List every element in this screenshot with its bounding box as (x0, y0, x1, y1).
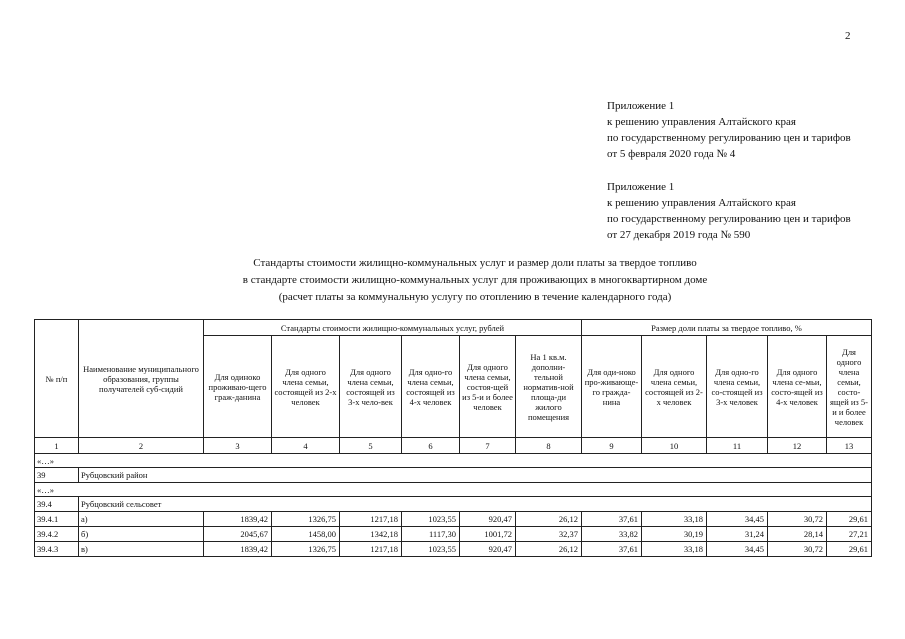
row-no: 39.4.2 (35, 527, 79, 542)
title-line: в стандарте стоимости жилищно-коммунальных услуг для проживающих в многоквартирном доме (242, 274, 708, 286)
cell-value: 31,24 (707, 527, 768, 542)
table-header-row (35, 320, 872, 336)
header-group-share: Размер доли платы за твердое топливо, % (582, 320, 872, 336)
cell-value: 26,12 (516, 512, 582, 527)
row-name: б) (79, 527, 204, 542)
title-line: (расчет платы за коммунальную услугу по отоплению в течение календарного года) (278, 291, 672, 303)
column-index: 12 (768, 438, 827, 454)
cell-value: 920,47 (460, 542, 516, 557)
column-index: 13 (827, 438, 872, 454)
appendix-block-1 (607, 98, 851, 162)
page-number: 2 (845, 30, 851, 42)
cell-value: 30,72 (768, 512, 827, 527)
document-title (180, 255, 770, 306)
header-standard-1: Для одиноко проживаю-щего граж-данина (204, 336, 272, 438)
column-index: 7 (460, 438, 516, 454)
appendix-line: по государственному регулированию цен и тарифов (607, 132, 851, 144)
row-no: 39.4.3 (35, 542, 79, 557)
appendix-line: от 5 февраля 2020 года № 4 (607, 148, 736, 160)
row-name: а) (79, 512, 204, 527)
header-name: Наименование муниципального образования, группы получателей суб-сидий (79, 320, 204, 438)
table-row (35, 454, 872, 468)
column-index: 9 (582, 438, 642, 454)
cell-value: 1839,42 (204, 542, 272, 557)
cell-value: 30,19 (642, 527, 707, 542)
cell-value: 26,12 (516, 542, 582, 557)
table-row (35, 483, 872, 497)
table-row (35, 497, 872, 512)
header-no: № п/п (35, 320, 79, 438)
header-share-3: Для одно-го члена семьи, со-стоящей из 3-х человек (707, 336, 768, 438)
cell-value: 34,45 (707, 512, 768, 527)
cell-value: 30,72 (768, 542, 827, 557)
column-index: 1 (35, 438, 79, 454)
column-index: 5 (340, 438, 402, 454)
cell-value: 37,61 (582, 542, 642, 557)
cell-value: 1839,42 (204, 512, 272, 527)
cell-value: 1342,18 (340, 527, 402, 542)
cell-value: 1326,75 (272, 542, 340, 557)
cell-value: 1023,55 (402, 512, 460, 527)
appendix-line: к решению управления Алтайского края (607, 197, 796, 209)
appendix-block-2 (607, 179, 851, 243)
cell-value: 1217,18 (340, 542, 402, 557)
table-row (35, 542, 872, 557)
appendix-line: по государственному регулированию цен и тарифов (607, 213, 851, 225)
table-row (35, 468, 872, 483)
header-standard-4: Для одно-го члена семьи, состоящей из 4-х человек (402, 336, 460, 438)
column-index: 8 (516, 438, 582, 454)
cell-value: 32,37 (516, 527, 582, 542)
appendix-title: Приложение 1 (607, 100, 675, 112)
header-standard-5: Для одного члена семьи, состоя-щей из 5-и и более человек (460, 336, 516, 438)
header-share-1: Для оди-ноко про-живающе-го гражда-нина (582, 336, 642, 438)
cell-value: 2045,67 (204, 527, 272, 542)
district-no: 39 (35, 468, 79, 483)
header-group-standards: Стандарты стоимости жилищно-коммунальных услуг, рублей (204, 320, 582, 336)
column-index-row (35, 438, 872, 454)
cell-value: 920,47 (460, 512, 516, 527)
cell-value: 33,82 (582, 527, 642, 542)
table-row (35, 527, 872, 542)
cell-value: 33,18 (642, 542, 707, 557)
cell-value: 1217,18 (340, 512, 402, 527)
column-index: 4 (272, 438, 340, 454)
row-no: 39.4.1 (35, 512, 79, 527)
council-no: 39.4 (35, 497, 79, 512)
ellipsis-cell: «…» (35, 483, 872, 497)
table-row (35, 512, 872, 527)
column-index: 3 (204, 438, 272, 454)
cell-value: 1117,30 (402, 527, 460, 542)
header-share-4: Для одного члена се-мьи, состо-ящей из 4-х человек (768, 336, 827, 438)
cell-value: 1001,72 (460, 527, 516, 542)
cell-value: 33,18 (642, 512, 707, 527)
standards-table (34, 319, 872, 557)
cell-value: 28,14 (768, 527, 827, 542)
cell-value: 34,45 (707, 542, 768, 557)
row-name: в) (79, 542, 204, 557)
title-line: Стандарты стоимости жилищно-коммунальных услуг и размер доли платы за твердое топливо (253, 257, 697, 269)
header-share-5: Для одного члена семьи, состо-ящей из 5-и и более человек (827, 336, 872, 438)
cell-value: 1458,00 (272, 527, 340, 542)
cell-value: 37,61 (582, 512, 642, 527)
cell-value: 29,61 (827, 512, 872, 527)
column-index: 2 (79, 438, 204, 454)
header-standard-6: На 1 кв.м. дополни-тельной норматив-ной площа-ди жилого помещения (516, 336, 582, 438)
header-standard-3: Для одного члена семьи, состоящей из 3-х чело-век (340, 336, 402, 438)
appendix-line: к решению управления Алтайского края (607, 116, 796, 128)
appendix-line: от 27 декабря 2019 года № 590 (607, 229, 751, 241)
district-name: Рубцовский район (79, 468, 872, 483)
cell-value: 29,61 (827, 542, 872, 557)
cell-value: 1326,75 (272, 512, 340, 527)
column-index: 6 (402, 438, 460, 454)
header-standard-2: Для одного члена семьи, состоящей из 2-х человек (272, 336, 340, 438)
cell-value: 27,21 (827, 527, 872, 542)
header-share-2: Для одного члена семьи, состоящей из 2-х человек (642, 336, 707, 438)
cell-value: 1023,55 (402, 542, 460, 557)
column-index: 10 (642, 438, 707, 454)
appendix-title: Приложение 1 (607, 181, 675, 193)
ellipsis-cell: «…» (35, 454, 872, 468)
council-name: Рубцовский сельсовет (79, 497, 872, 512)
column-index: 11 (707, 438, 768, 454)
